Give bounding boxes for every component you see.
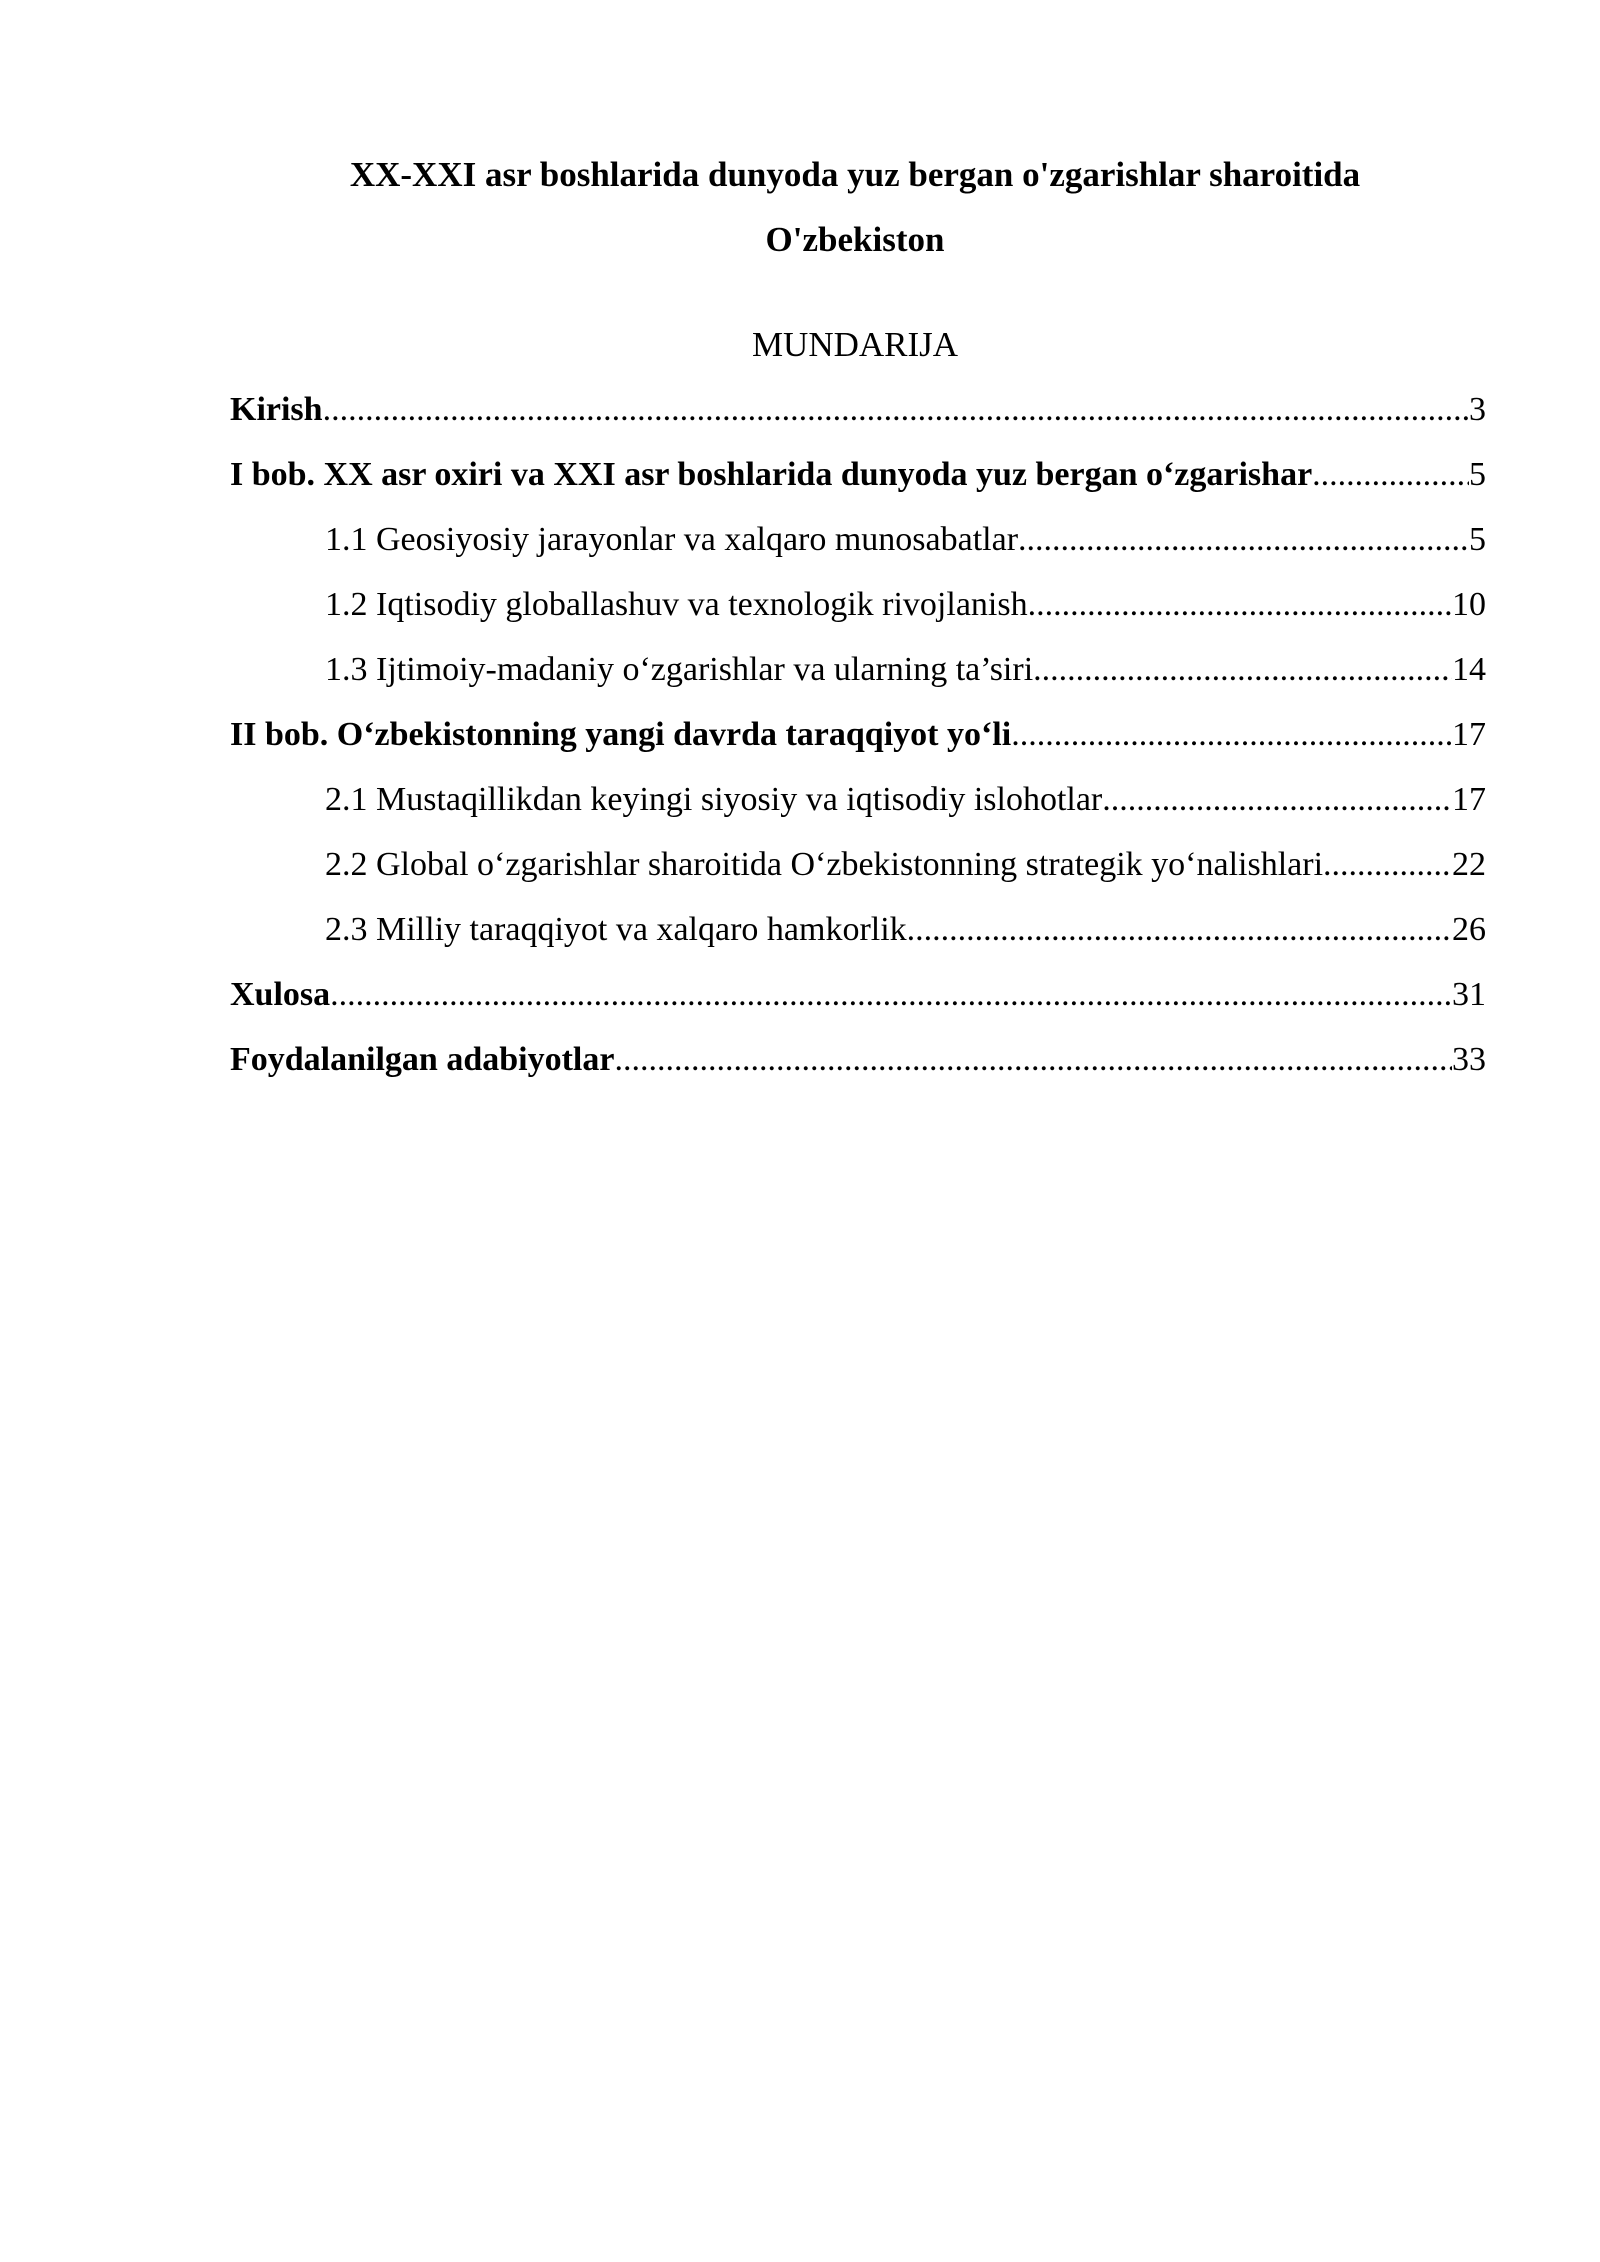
toc-entry-page-number: 5	[1469, 521, 1486, 558]
toc-entry-section-1-1	[230, 520, 1486, 585]
dot-leader	[1028, 585, 1452, 625]
dot-leader	[330, 975, 1452, 1015]
toc-entry-label: Xulosa	[230, 976, 331, 1013]
toc-entry-page-number: 26	[1452, 911, 1486, 948]
toc-entry-page-number: 10	[1452, 586, 1486, 623]
toc-entry-section-2-3	[230, 910, 1486, 975]
toc-entry-page-number: 3	[1469, 391, 1486, 428]
toc-entry-label: 2.1 Mustaqillikdan keyingi siyosiy va iqtisodiy islohotlar	[325, 781, 1103, 818]
toc-heading: MUNDARIJA	[751, 325, 959, 364]
dot-leader	[323, 390, 1469, 430]
toc-entry-label: 1.3 Ijtimoiy-madaniy o‘zgarishlar va ularning ta’siri	[325, 651, 1034, 688]
table-of-contents	[230, 390, 1486, 1105]
toc-entry-section-2-2	[230, 845, 1486, 910]
dot-leader	[614, 1040, 1452, 1080]
toc-entry-kirish	[230, 390, 1486, 455]
dot-leader	[1102, 780, 1452, 820]
document-title-line-1: XX-XXI asr boshlarida dunyoda yuz bergan o'zgarishlar sharoitida	[349, 155, 1361, 194]
toc-entry-xulosa	[230, 975, 1486, 1040]
toc-entry-section-2-1	[230, 780, 1486, 845]
toc-entry-page-number: 22	[1452, 846, 1486, 883]
toc-entry-label: 1.1 Geosiyosiy jarayonlar va xalqaro munosabatlar	[325, 521, 1019, 558]
dot-leader	[1312, 455, 1469, 495]
toc-entry-chapter-2	[230, 715, 1486, 780]
dot-leader	[1011, 715, 1452, 755]
toc-entry-page-number: 17	[1452, 716, 1486, 753]
toc-entry-references	[230, 1040, 1486, 1105]
toc-entry-page-number: 14	[1452, 651, 1486, 688]
toc-entry-label: 1.2 Iqtisodiy globallashuv va texnologik rivojlanish	[325, 586, 1028, 623]
toc-entry-page-number: 17	[1452, 781, 1486, 818]
toc-entry-label: II bob. O‘zbekistonning yangi davrda taraqqiyot yo‘li	[230, 716, 1012, 753]
toc-entry-label: 2.3 Milliy taraqqiyot va xalqaro hamkorlik	[325, 911, 907, 948]
toc-entry-page-number: 33	[1452, 1041, 1486, 1078]
dot-leader	[1033, 650, 1452, 690]
toc-entry-label: 2.2 Global o‘zgarishlar sharoitida O‘zbekistonning strategik yo‘nalishlari	[325, 846, 1324, 883]
toc-entry-label: Kirish	[230, 391, 323, 428]
toc-entry-section-1-2	[230, 585, 1486, 650]
toc-entry-page-number: 31	[1452, 976, 1486, 1013]
dot-leader	[1323, 845, 1452, 885]
document-title-line-2: O'zbekiston	[765, 220, 945, 259]
toc-entry-section-1-3	[230, 650, 1486, 715]
toc-entry-label: Foydalanilgan adabiyotlar	[230, 1041, 615, 1078]
toc-entry-page-number: 5	[1469, 456, 1486, 493]
dot-leader	[1018, 520, 1469, 560]
dot-leader	[907, 910, 1452, 950]
toc-entry-label: I bob. XX asr oxiri va XXI asr boshlarida dunyoda yuz bergan o‘zgarishar	[230, 456, 1313, 493]
toc-entry-chapter-1	[230, 455, 1486, 520]
